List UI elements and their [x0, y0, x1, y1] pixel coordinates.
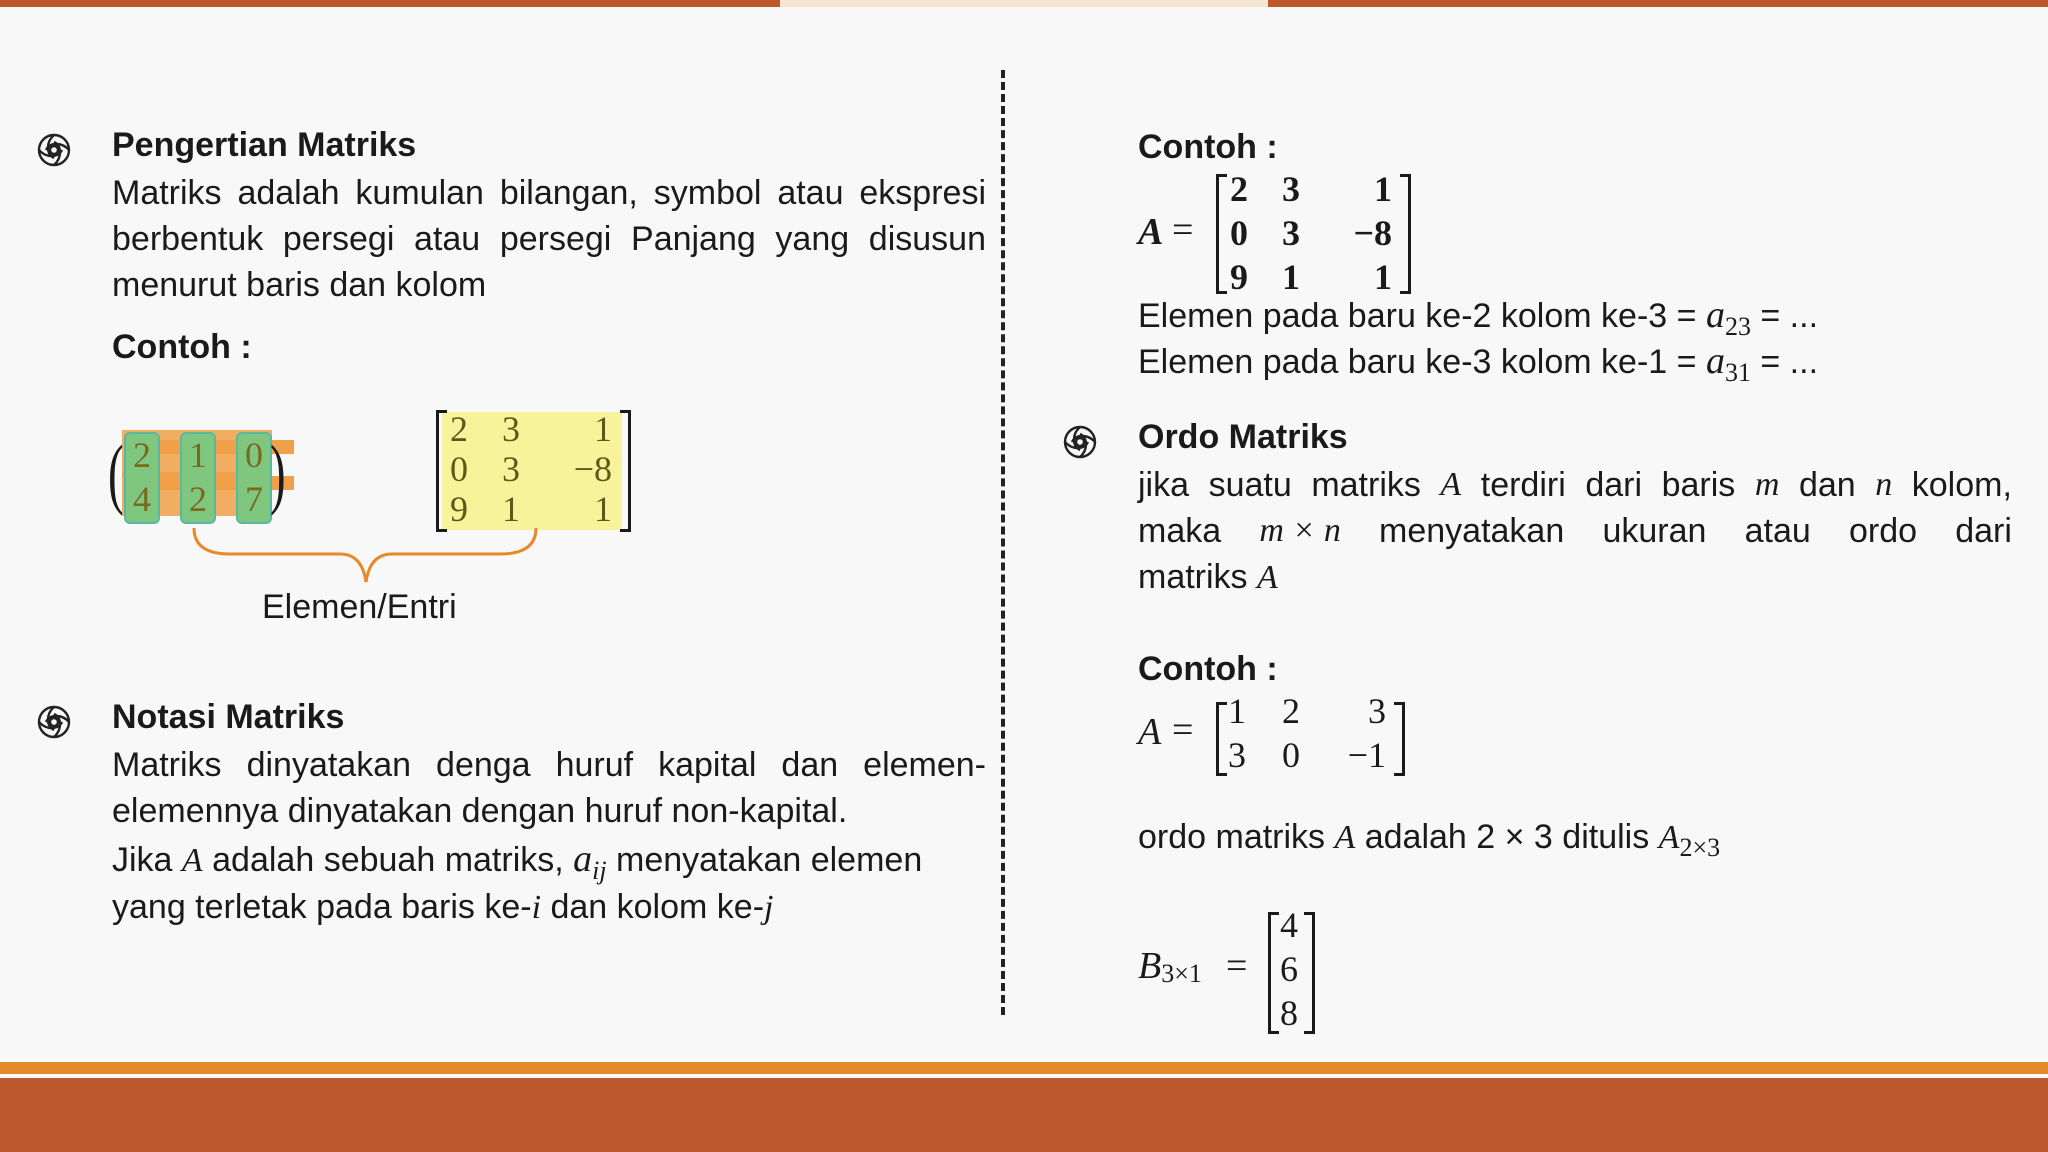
math-var: A [1334, 819, 1356, 856]
example-matrix-2x3 [1214, 691, 1414, 780]
top-accent-bar-right [1268, 0, 2048, 7]
right-bracket [620, 410, 631, 532]
footer-band [0, 1078, 2048, 1152]
matrix-cell: 8 [1280, 993, 1298, 1033]
text-run: matriks [1138, 558, 1257, 596]
text-run: ordo matriks [1138, 818, 1335, 856]
matrix-cell: 1 [189, 435, 207, 475]
matrix-cell: 3 [502, 409, 520, 449]
matrix-cell: 3 [1282, 169, 1300, 209]
matrix-cell: 4 [1280, 905, 1298, 945]
math-var: j [764, 889, 774, 926]
right-bracket [1400, 174, 1411, 294]
math-var: B [1138, 945, 1162, 987]
text-run: baris [1661, 466, 1736, 504]
matrix-cell: 2 [1230, 169, 1248, 209]
text-run: suatu [1208, 466, 1292, 504]
element-line-2 [1138, 338, 1818, 396]
example-label-left: Contoh : [112, 328, 252, 366]
spiral-bullet-icon [36, 704, 72, 740]
math-var: A [1440, 466, 1462, 503]
text-run: dari [1585, 466, 1643, 504]
text-run: ordo [1848, 512, 1918, 550]
math-var: a [1705, 340, 1725, 382]
text-run: dan [1798, 466, 1856, 504]
text-run: Elemen pada baru ke-3 kolom ke-1 = [1138, 343, 1706, 381]
matrix-cell: 2 [450, 409, 468, 449]
matrix-cell: 2 [1282, 691, 1300, 731]
spiral-bullet-icon [1062, 424, 1098, 460]
text-run: atau [1744, 512, 1811, 550]
ordo-line-3 [1138, 554, 1278, 601]
equals-sign: = [1226, 945, 1248, 987]
matrix-cell: 0 [1230, 213, 1248, 253]
matrix-cell: 3 [1368, 691, 1386, 731]
text-run: Elemen pada baru ke-2 kolom ke-3 = [1138, 297, 1706, 335]
spiral-bullet-icon [36, 132, 72, 168]
matrix-cell: 1 [1374, 169, 1392, 209]
math-subscript: 2×3 [1679, 832, 1721, 862]
top-accent-bar-left [0, 0, 780, 7]
section-title-ordo: Ordo Matriks [1138, 418, 1348, 456]
brace-label: Elemen/Entri [262, 588, 457, 626]
math-subscript: ij [592, 855, 607, 885]
math-var: A [181, 842, 203, 879]
section-title-notasi: Notasi Matriks [112, 698, 345, 736]
matrix-name: A [1138, 211, 1164, 253]
column-matrix-lhs [1138, 944, 1202, 989]
right-bracket [1394, 702, 1405, 776]
matrix-cell: −8 [573, 449, 612, 489]
math-subscript: 23 [1724, 311, 1751, 341]
matrix-cell: 1 [1282, 257, 1300, 297]
math-var: A [1658, 819, 1680, 856]
matrix-name: A [1138, 711, 1162, 753]
text-run: matriks [1311, 466, 1421, 504]
text-run: yang terletak pada baris ke- [112, 888, 532, 926]
column-matrix-3x1 [1268, 905, 1318, 1033]
example-label-right-1: Contoh : [1138, 128, 1278, 166]
matrix-cell: 0 [450, 449, 468, 489]
footer-accent-line [0, 1062, 2048, 1074]
math-var: A [1257, 559, 1278, 596]
matrix-cell: 3 [1228, 735, 1246, 775]
matrix-cell: −8 [1353, 213, 1392, 253]
curly-brace [190, 526, 540, 586]
matrix-cell: 2 [189, 479, 207, 519]
matrix-cell: 1 [594, 409, 612, 449]
equals-sign: = [1172, 709, 1194, 751]
right-paren: ) [270, 429, 286, 516]
ordo-statement [1138, 814, 1720, 871]
matrix-cell: 9 [1230, 257, 1248, 297]
matrix-cell: 9 [450, 489, 468, 529]
math-var: m × n [1259, 512, 1341, 549]
highlighted-bracket-matrix [434, 408, 634, 528]
text-run: = ... [1750, 297, 1819, 335]
text-run: = ... [1750, 343, 1819, 381]
math-subscript: 31 [1724, 357, 1751, 387]
text-run: adalah sebuah matriks, [202, 841, 574, 879]
right-bracket [1304, 912, 1315, 1034]
text-run: kolom, [1911, 466, 2012, 504]
matrix-cell: 3 [502, 449, 520, 489]
matrix-cell: 7 [245, 479, 263, 519]
matrix-cell: −1 [1347, 735, 1386, 775]
text-run: adalah 2 × 3 ditulis [1355, 818, 1659, 856]
text-run: menyatakan [1379, 512, 1565, 550]
matrix-cell: 6 [1280, 949, 1298, 989]
math-var: m [1754, 466, 1780, 503]
math-var: a [573, 838, 593, 880]
section-body-notasi: Matriks dinyatakan denga huruf kapital dan elemen-elemennya dinyatakan dengan huruf non-kapital. [112, 746, 986, 830]
text-run: menyatakan elemen [606, 841, 923, 879]
text-run: terdiri [1480, 466, 1566, 504]
matrix-cell: 3 [1282, 213, 1300, 253]
math-var: i [531, 889, 542, 926]
left-paren: ( [108, 429, 124, 516]
text-run: Jika [112, 841, 182, 879]
section-body-pengertian: Matriks adalah kumulan bilangan, symbol atau ekspresi berbentuk persegi atau persegi Panjang yang disusun menurut baris dan kolom [112, 174, 986, 304]
matrix-cell: 0 [1282, 735, 1300, 775]
equals-sign: = [1172, 209, 1194, 251]
highlighted-paren-matrix [108, 420, 288, 528]
text-run: dan kolom ke- [541, 888, 765, 926]
matrix-cell: 1 [1374, 257, 1392, 297]
notation-line-4 [112, 884, 773, 931]
column-divider [1001, 70, 1005, 1015]
example-label-right-2: Contoh : [1138, 650, 1278, 688]
example-matrix-bold [1214, 169, 1414, 297]
matrix-cell: 1 [594, 489, 612, 529]
ordo-line-1 [1138, 462, 2012, 508]
text-run: dari [1955, 512, 2012, 550]
matrix-cell: 2 [133, 435, 151, 475]
matrix-cell: 4 [133, 479, 151, 519]
math-var: a [1705, 294, 1725, 336]
text-run: jika [1138, 466, 1190, 504]
math-subscript: 3×1 [1161, 959, 1202, 989]
matrix-cell: 1 [1228, 691, 1246, 731]
text-run: ukuran [1602, 512, 1707, 550]
matrix-cell: 1 [502, 489, 520, 529]
math-var: n [1875, 466, 1893, 503]
matrix-cell: 0 [245, 435, 263, 475]
section-title-pengertian: Pengertian Matriks [112, 126, 417, 164]
text-run: maka [1138, 512, 1222, 550]
top-accent-bar-middle [780, 0, 1268, 7]
ordo-line-2 [1138, 508, 2012, 554]
